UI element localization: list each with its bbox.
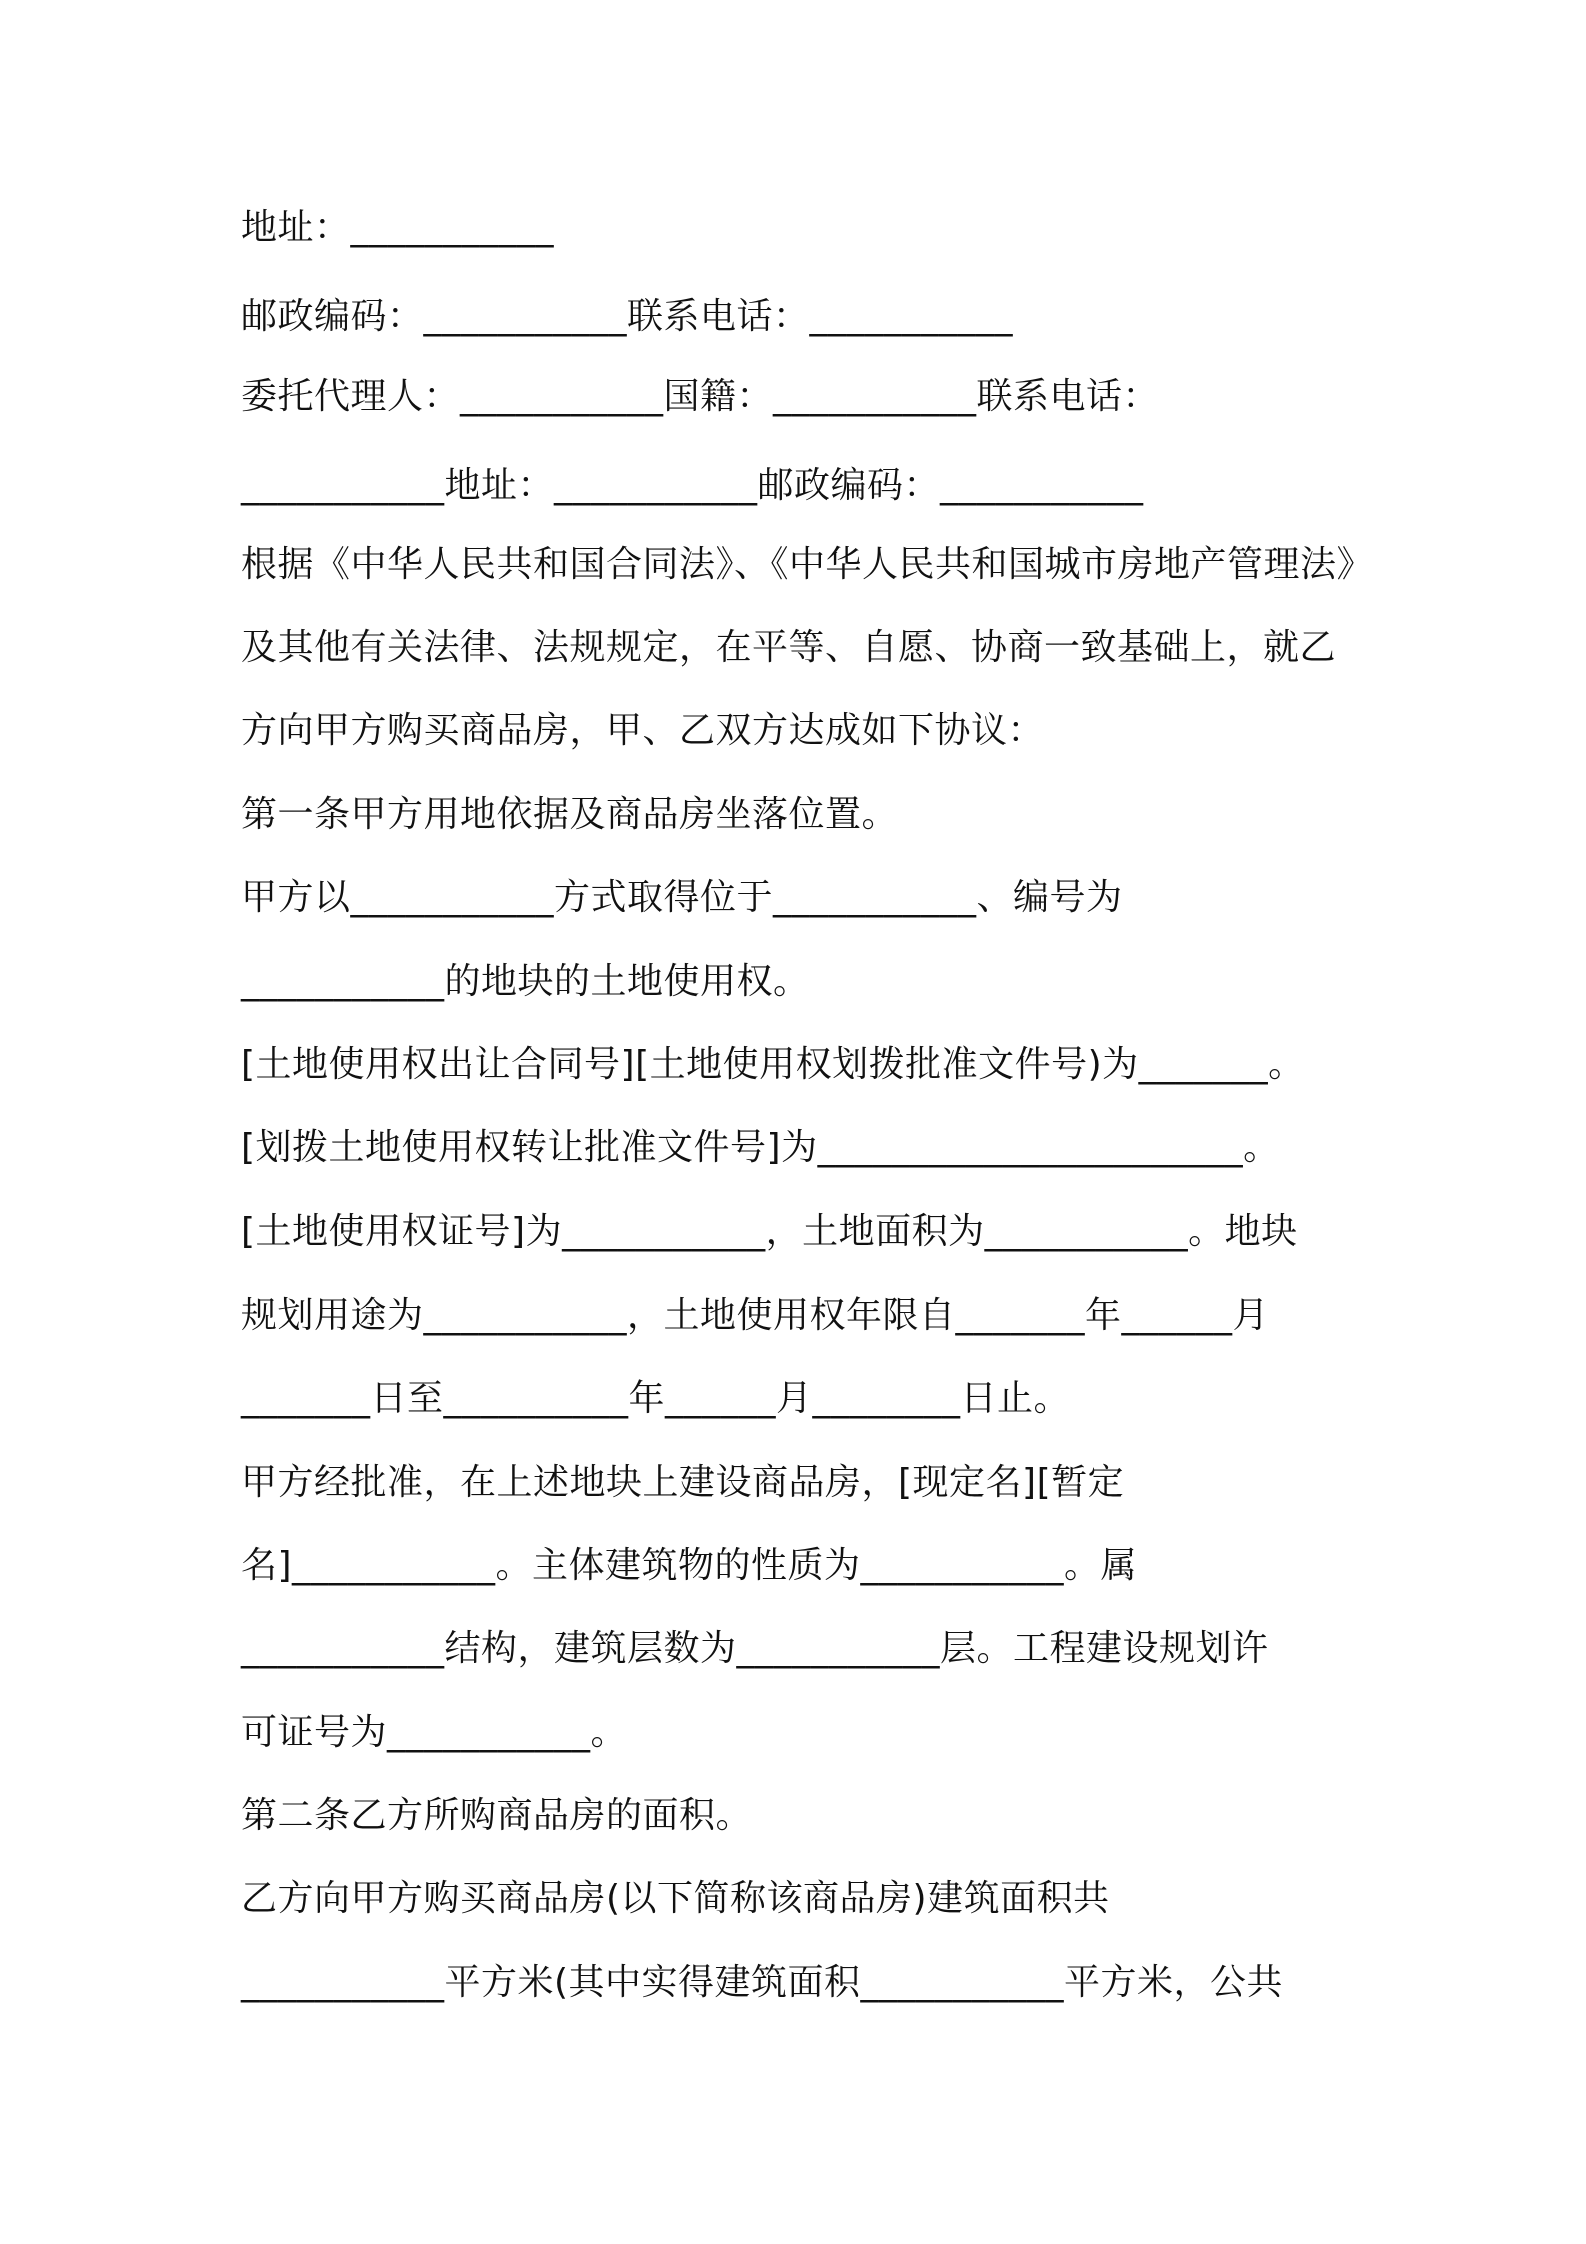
construction-approval-line-1: 甲方经批准，在上述地块上建设商品房，[现定名][暂定 bbox=[241, 1462, 1125, 1503]
structure-floors-line: ___________结构，建筑层数为___________层。工程建设规划许 bbox=[241, 1628, 1269, 1669]
area-line-1: 乙方向甲方购买商品房(以下简称该商品房)建筑面积共 bbox=[241, 1878, 1110, 1919]
transfer-approval-line: [划拨土地使用权转让批准文件号]为_______________________。 bbox=[241, 1127, 1280, 1168]
planned-use-term-line: 规划用途为___________，土地使用权年限自_______年______月 bbox=[241, 1295, 1270, 1336]
land-acquisition-line: 甲方以___________方式取得位于___________、编号为 bbox=[241, 877, 1123, 918]
construction-approval-line-2: 名]___________。主体建筑物的性质为___________。属 bbox=[241, 1545, 1138, 1586]
article-1-heading: 第一条甲方用地依据及商品房坐落位置。 bbox=[241, 794, 899, 835]
address-line: 地址：___________ bbox=[241, 207, 555, 248]
postcode-phone-line: 邮政编码：___________联系电话：___________ bbox=[241, 296, 1014, 337]
term-end-date-line: _______日至__________年______月________日止。 bbox=[241, 1378, 1071, 1419]
area-line-2: ___________平方米(其中实得建筑面积___________平方米，公共 bbox=[241, 1962, 1284, 2003]
article-2-heading: 第二条乙方所购商品房的面积。 bbox=[241, 1795, 753, 1836]
legal-basis-line-3: 方向甲方购买商品房，甲、乙双方达成如下协议： bbox=[241, 710, 1045, 751]
contract-number-line: [土地使用权出让合同号][土地使用权划拨批准文件号)为_______。 bbox=[241, 1044, 1305, 1085]
agent-address-postcode-line: ___________地址：___________邮政编码：___________ bbox=[241, 465, 1144, 506]
land-use-right-line: ___________的地块的土地使用权。 bbox=[241, 961, 810, 1002]
agent-nationality-phone-line: 委托代理人：___________国籍：___________联系电话： bbox=[241, 376, 1160, 417]
legal-basis-line-2: 及其他有关法律、法规规定，在平等、自愿、协商一致基础上，就乙 bbox=[241, 627, 1337, 668]
certificate-area-line: [土地使用权证号]为___________，土地面积为___________。地块 bbox=[241, 1211, 1298, 1252]
permit-number-line: 可证号为___________。 bbox=[241, 1712, 628, 1753]
legal-basis-line-1: 根据《中华人民共和国合同法》、《中华人民共和国城市房地产管理法》 bbox=[241, 544, 1374, 585]
